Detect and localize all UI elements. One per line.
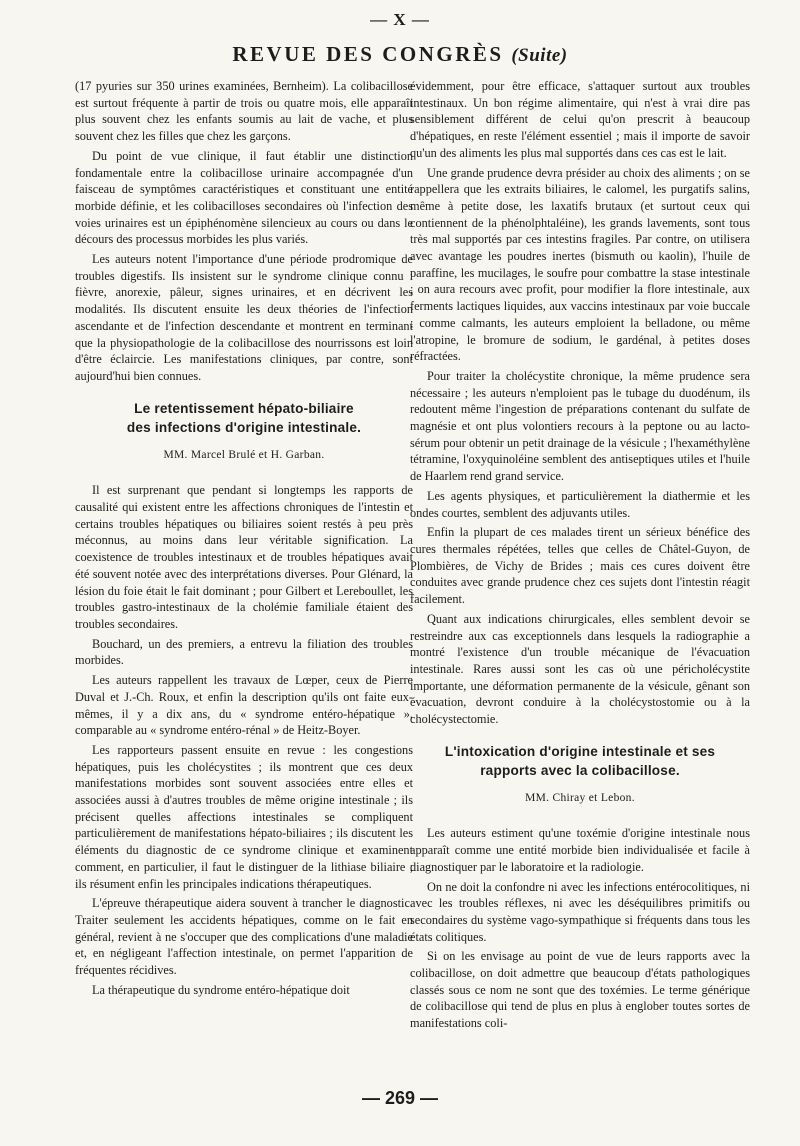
paragraph: évidemment, pour être efficace, s'attaquer surtout aux troubles intestinaux. Un bon régime alimentaire, qui n'est à vrai dire pas sensiblement différent de celui qu'on prescrit à beaucoup d'hépatiques, en reste l'élément essentiel ; mais il importe de savoir qu'un des aliments les plus mal supportés dans ces cas est le lait. <box>410 79 750 160</box>
section-heading-intoxication: L'intoxication d'origine intestinale et ses rapports avec la colibacillose. <box>444 743 716 778</box>
paragraph: Bouchard, un des premiers, a entrevu la filiation des troubles morbides. <box>75 636 413 668</box>
paragraph: Pour traiter la cholécystite chronique, la même prudence sera nécessaire ; les auteurs n'emploient pas le tubage du duodénum, ils redoutent même l'ingestion de préparations contenant du sulfate de magnésie et ont plus volontiers recours à la peptone ou au lacto-sérum pour obtenir un petit drainage de la vésicule ; l'hexaméthylène tétramine, l'oxyquinoléine semblent des antiseptiques utiles et l'huile de Haarlem rend grand service. <box>410 368 750 484</box>
section-heading-hepato-biliaire: Le retentissement hépato-biliaire des infections d'origine intestinale. <box>126 400 362 435</box>
paragraph: Du point de vue clinique, il faut établir une distinction fondamentale entre la colibacillose urinaire accompagnée d'un faisceau de symptômes caractéristiques et constituant une entité morbide définie, et les colibacilloses secondaires où l'infection des voies urinaires est un épiphénomène silencieux au cours ou dans le décours des processus morbides les plus variés. <box>75 148 413 247</box>
page-number: — 269 — <box>361 1088 439 1108</box>
paragraph: Les auteurs rappellent les travaux de Lœper, ceux de Pierre Duval et J.-Ch. Roux, et enfin la description qu'ils ont faite eux-mêmes, il y a dix ans, du « syndrome entéro-hépatique », comparable au « syndrome entéro-rénal » de Heitz-Boyer. <box>75 673 413 738</box>
paragraph: On ne doit la confondre ni avec les infections entérocolitiques, ni avec les troubles réflexes, ni avec les déséquilibres primitifs ou secondaires du système vago-sympathique si fréquents dans tous les états colitiques. <box>410 879 750 944</box>
paragraph: Les agents physiques, et particulièrement la diathermie et les ondes courtes, semblent des adjuvants utiles. <box>410 488 750 520</box>
journal-section-title: REVUE DES CONGRÈS <box>232 42 504 66</box>
paragraph: La thérapeutique du syndrome entéro-hépatique doit <box>92 982 350 997</box>
suite-label: (Suite) <box>511 45 568 66</box>
paragraph: Les auteurs notent l'importance d'une période prodromique de troubles digestifs. Ils insistent sur le syndrome clinique connu : fièvre, anorexie, pâleur, signes urinaires, et en décrivent les modalités. Ils discutent ensuite les deux théories de l'infection ascendante et de l'infection descendante et montrent en terminant que la physiopathologie de la colibacillose des nourrissons est loin d'être éclaircie. Les manifestations cliniques, par contre, sont aujourd'hui bien connues. <box>75 252 413 383</box>
paragraph: Quant aux indications chirurgicales, elles semblent devoir se restreindre aux cas exceptionnels dans lesquels la radiographie a montré l'existence d'un trouble mécanique de l'évacuation intestinale. Rares aussi sont les cas où une péricholécystite importante, une déformation permanente de la vésicule, gênant son évacuation, devront conduire à la cholécystostomie ou à la cholécystectomie. <box>410 611 750 727</box>
paragraph: Si on les envisage au point de vue de leurs rapports avec la colibacillose, on doit admettre que beaucoup d'états pathologiques classés sous ce nom ne sont que des toxémies. Le terme générique de colibacillose qui tend de plus en plus à englober toutes sortes de manifestations coli- <box>410 949 750 1031</box>
paragraph: Il est surprenant que pendant si longtemps les rapports de causalité qui existent entre les affections chroniques de l'intestin et certains troubles hépatiques ou biliaires soient restés à peu près méconnus, au moins dans leur véritable signification. La coexistence de troubles intestinaux et de troubles hépatiques avait été souvent notée avec des interprétations diverses. Pour Glénard, la lésion du foie était le fait dominant ; pour Gilbert et Lereboullet, les troubles gastro-intestinaux de la cholémie familiale étaient des troubles secondaires. <box>75 483 413 631</box>
paragraph: Enfin la plupart de ces malades tirent un sérieux bénéfice des cures thermales répétées, telles que celles de Châtel-Guyon, de Plombières, de Vichy de Brides ; mais ces cures doivent être conduites avec grande prudence chez ces sujets dont l'intestin réagit facilement. <box>410 525 750 607</box>
paragraph: L'épreuve thérapeutique aidera souvent à trancher le diagnostic. Traiter seulement les accidents hépatiques, comme on le fait en général, revient à ne s'occuper que des complications d'une maladie et, en négligeant l'affection intestinale, on permet l'apparition de fréquentes récidives. <box>75 896 413 978</box>
left-column <box>75 78 413 1001</box>
paragraph: (17 pyuries sur 350 urines examinées, Bernheim). La colibacillose est surtout fréquente à partir de trois ou quatre mois, elle apparaît plus souvent chez les enfants soumis au lait de vache, et plus souvent chez les filles que chez les garçons. <box>75 79 413 144</box>
right-column <box>410 78 750 1035</box>
paragraph: Les rapporteurs passent ensuite en revue : les congestions hépatiques, puis les cholécystites ; ils montrent que ces deux manifestations morbides sont souvent associées entre elles et associées aussi à d'autres troubles de même origine intestinale ; ils précisent quelles affections intestinales se compliquent particulièrement de manifestations hépato-biliaires ; ils discutent les éléments du diagnostic de ce syndrome clinique et examinent comment, en particulier, il faut le distinguer de la lithiase biliaire ; ils résument enfin les principales indications thérapeutiques. <box>75 742 413 891</box>
section-authors: MM. Marcel Brulé et H. Garban. <box>163 448 325 461</box>
running-title <box>0 42 800 67</box>
paragraph: Une grande prudence devra présider au choix des aliments ; on se rappellera que les extraits biliaires, le calomel, les purgatifs salins, même à petite dose, les laxatifs brutaux (et surtout ceux qui contiennent de la phénolphtaléine), les grands lavements, sont tous très mal supportés par ces intestins fragiles. Par contre, on utilisera avec avantage les poudres inertes (bismuth ou kaolin), l'huile de paraffine, les mucilages, le soufre pour combattre la stase intestinale ; on aura recours avec profit, pour modifier la flore intestinale, aux ferments lactiques liquides, aux vaccins intestinaux par voie buccale ; comme calmants, les auteurs emploient la belladone, ou même l'atropine, le bromure de sodium, le gardénal, à petites doses réfractées. <box>410 165 750 364</box>
page-folio: — X — <box>370 10 430 29</box>
section-authors: MM. Chiray et Lebon. <box>525 791 635 804</box>
paragraph: Les auteurs estiment qu'une toxémie d'origine intestinale nous apparaît comme une entité morbide bien individualisée et facile à diagnostiquer par le laboratoire et la radiologie. <box>410 826 750 874</box>
